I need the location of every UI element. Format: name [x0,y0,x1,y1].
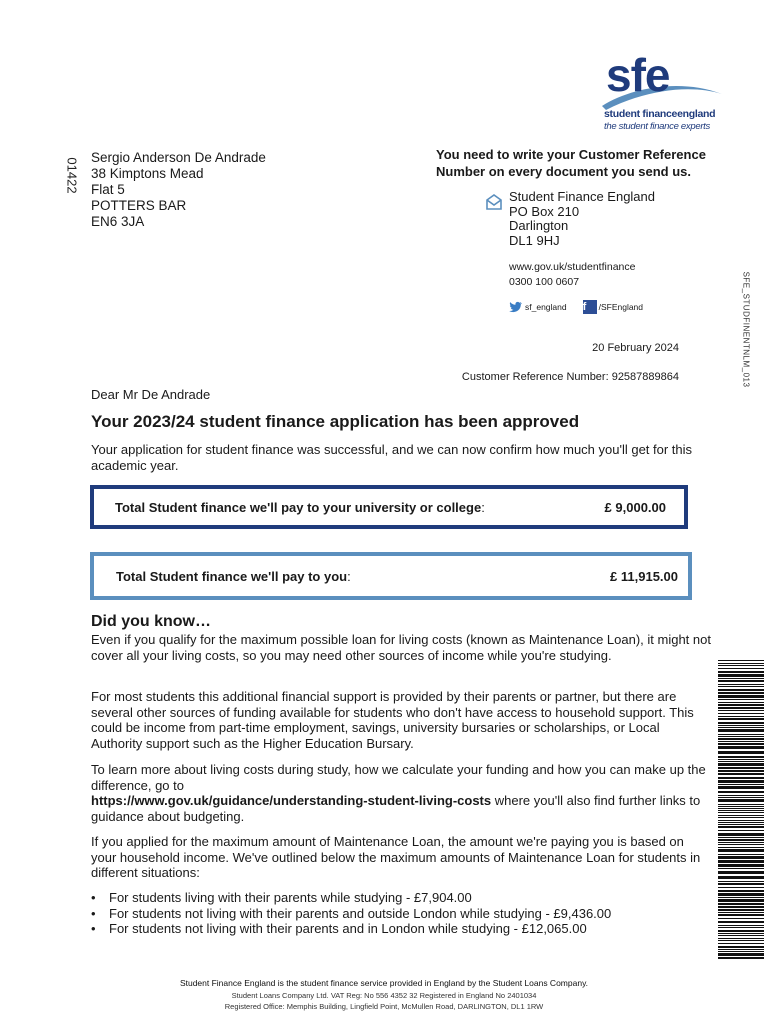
barcode-bar [718,743,764,745]
barcode-bar [718,940,764,941]
barcode-bar [718,826,764,828]
letter-headline: Your 2023/24 student finance application has been approved [91,412,580,431]
barcode-bar [718,761,764,762]
did-you-know-title: Did you know… [91,613,211,630]
barcode-bar [718,933,764,934]
barcode-bar [718,883,764,885]
barcode-bar [718,914,764,916]
barcode-bar [718,751,764,754]
barcode-bar [718,820,764,821]
barcode-bar [718,938,764,939]
barcode-bar [718,887,764,888]
barcode-bar [718,957,764,959]
barcode-bar [718,799,764,802]
barcode-bar [718,906,764,908]
university-payment-label-text: Total Student finance we'll pay to your university or college [115,499,482,515]
paragraph-max-loan: If you applied for the maximum amount of Maintenance Loan, the amount we're paying you is based on your household income. We've outlined below the maximum amounts of Maintenance Loan for students in different situations: [91,834,701,880]
barcode-bar [718,824,764,825]
barcode-bar [718,718,764,720]
personal-payment-colon: : [347,568,351,584]
barcode-bar [718,935,764,936]
recipient-line1: 38 Kimptons Mead [91,166,204,181]
loan-amounts-list [91,890,611,937]
barcode-bar [718,856,764,859]
twitter-link[interactable] [509,301,567,313]
learn-more-after: where you'll also find further links to guidance about budgeting. [91,793,701,824]
list-item-text: For students not living with their parents and in London while studying - £12,065.00 [109,921,587,936]
barcode-bar [718,692,764,694]
barcode-bar [718,881,764,882]
barcode-bar [718,899,764,902]
barcode-bar [718,763,764,766]
university-payment-box [90,485,688,529]
barcode-bar [718,699,764,700]
facebook-link[interactable] [583,300,643,314]
barcode-bar [718,702,764,703]
barcode-bar [718,951,764,952]
barcode-bar [718,727,764,728]
barcode-bar [718,791,764,793]
personal-payment-label [116,556,351,596]
sender-line1: PO Box 210 [509,203,580,219]
barcode-bar [718,930,764,932]
barcode-bar [718,864,764,867]
facebook-handle: /SFEngland [598,302,644,312]
barcode-bar [718,716,764,717]
barcode-bar [718,665,764,666]
university-payment-amount: £ 9,000.00 [604,499,666,515]
sfe-logo [600,50,730,135]
barcode-bar [718,684,764,685]
barcode-bar [718,817,764,818]
sender-address [509,190,655,248]
barcode-bar [718,844,764,845]
barcode-bar [718,810,764,811]
barcode-bar [718,668,764,669]
barcode-bar [718,767,764,769]
intro-paragraph: Your application for student finance was successful, and we can now confirm how much you'll get for this academic year. [91,442,693,473]
barcode-bar [718,674,764,677]
recipient-postcode: EN6 3JA [91,214,145,229]
barcode-bar [718,897,764,898]
list-item-text: For students living with their parents while studying - £7,904.00 [109,890,472,905]
barcode-bar [718,860,764,863]
paragraph-funding-sources: For most students this additional financial support is provided by their parents or partner, but there are several other sources of funding available for students who don't have access to household support. This could be income from part-time employment, savings, university bursaries or scholarships, or Local Authority support such as the Higher Education Bursary. [91,689,694,751]
barcode-bar [718,738,764,740]
side-reference: SFE_STUDFINENTNLM_013 [741,271,751,388]
learn-more-text: To learn more about living costs during study, how we calculate your funding and how you can make up the difference, go to [91,762,706,793]
barcode-bar [718,710,764,711]
sender-postcode: DL1 9HJ [509,232,560,248]
logo-wordmark: sfe [606,49,670,101]
barcode-bar [718,822,764,823]
barcode-bar [718,786,764,789]
barcode-bar [718,854,764,855]
personal-payment-amount: £ 11,915.00 [610,568,678,584]
barcode-bar [718,797,764,798]
barcode-bar [718,918,764,919]
barcode-bar [718,707,764,709]
recipient-name: Sergio Anderson De Andrade [91,150,266,165]
barcode-bar [718,943,764,944]
barcode-bar [718,868,764,869]
barcode-bar [718,680,764,682]
social-links [509,300,643,314]
barcode-bar [718,808,764,809]
barcode-bar [718,660,764,661]
barcode-bar [718,890,764,892]
barcode-bar [718,678,764,679]
salutation: Dear Mr De Andrade [91,387,211,402]
barcode-bar [718,695,764,698]
barcode-bar [718,722,764,724]
paragraph-living-costs: Even if you qualify for the maximum possible loan for living costs (known as Maintenance Loan), it might not cover all your living costs, so you may need other sources of income while you're studying. [91,632,711,663]
barcode-bar [718,927,764,928]
barcode-bar [718,795,764,796]
barcode-bar [718,849,764,852]
sender-town: Darlington [509,218,569,233]
list-item [91,921,611,937]
barcode-bar [718,925,764,926]
twitter-handle: sf_england [525,302,567,312]
barcode-bar [718,909,764,911]
barcode-bar [718,770,764,772]
side-code: 01422 [64,157,80,194]
barcode-bar [718,837,764,838]
list-item [91,890,611,906]
barcode-bar [718,871,764,874]
barcode-bar [718,830,764,831]
sender-contacts [509,260,635,290]
barcode-bar [718,729,764,732]
barcode-bar [718,773,764,775]
barcode-bar [718,842,764,843]
barcode-bar [718,759,764,760]
barcode-bar [718,953,764,956]
barcode-bar [718,671,764,673]
barcode-bar [718,746,764,749]
barcode-bar [718,833,764,836]
barcode-bar [718,734,764,735]
barcode-bar [718,847,764,848]
list-item [91,906,611,922]
facebook-icon: f [583,300,597,314]
barcode-bar [718,815,764,816]
barcode-bar [718,839,764,841]
recipient-town: POTTERS BAR [91,198,187,213]
barcode-bar [718,876,764,879]
barcode-bar [718,686,764,687]
barcode-bar [718,806,764,807]
bullet-icon: • [91,890,96,905]
logo-line1: student financeengland [604,108,716,120]
barcode-bar [718,903,764,905]
footer-line1: Student Finance England is the student finance service provided in England by the Student Loans Company. [179,978,589,988]
letter-date: 20 February 2024 [592,342,679,354]
barcode-bar [718,777,764,779]
living-costs-link[interactable]: https://www.gov.uk/guidance/understanding-student-living-costs [91,793,492,808]
barcode-bar [718,812,764,813]
barcode-bar [718,756,764,758]
barcode-bar [718,921,764,923]
barcode-bar [718,725,764,726]
footer-line3: Registered Office: Memphis Building, Lingfield Point, McMullen Road, DARLINGTON, DL1 1RW [224,1002,544,1011]
personal-payment-label-text: Total Student finance we'll pay to you [116,568,348,584]
university-payment-colon: : [481,499,485,515]
list-item-text: For students not living with their parents and outside London while studying - £9,436.00 [109,905,612,921]
university-payment-label [115,489,485,525]
phone-number: 0300 100 0607 [509,276,580,288]
recipient-line2: Flat 5 [91,182,125,197]
logo-line2: the student finance experts [604,121,710,132]
barcode-bar [718,741,764,742]
barcode-bar [718,949,764,950]
barcode-bar [718,912,764,913]
bullet-icon: • [91,905,96,921]
barcode-bar [718,713,764,714]
barcode-bar [718,663,764,664]
customer-reference: Customer Reference Number: 92587889864 [461,371,679,383]
sender-name: Student Finance England [509,189,655,204]
barcode-bar [718,893,764,896]
barcode-image [718,660,764,960]
twitter-icon [509,301,523,313]
barcode-bar [718,784,764,785]
recipient-address [91,150,266,230]
footer-line2: Student Loans Company Ltd. VAT Reg: No 556 4352 32 Registered in England No 2401034 [231,991,537,1000]
barcode-bar [718,736,764,737]
paragraph-learn-more [91,762,711,824]
bullet-icon: • [91,921,96,936]
personal-payment-box [90,552,692,600]
barcode-bar [718,704,764,706]
reference-notice: You need to write your Customer Reference Number on every document you send us. [436,147,706,179]
barcode-bar [718,689,764,691]
website-link[interactable]: www.gov.uk/studentfinance [509,261,636,273]
barcode-bar [718,780,764,783]
barcode-bar [718,946,764,948]
envelope-icon [485,194,503,210]
barcode-bar [718,804,764,805]
